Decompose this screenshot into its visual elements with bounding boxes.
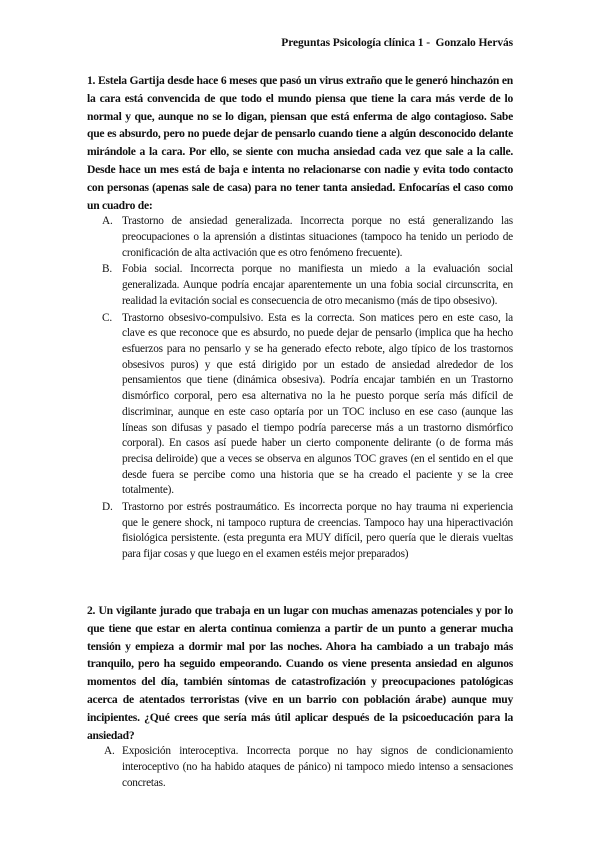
option-letter: B. [102, 263, 112, 276]
option-letter: A. [102, 215, 113, 228]
option-text: Fobia social. Incorrecta porque no manifiesta un miedo a la evaluación social generalizada. Aunque podría encajar aparentemente un una fobia social circunscrita, en realidad la evitación social es consecuencia de otro mecanismo (más de tipo obsesivo). [122, 263, 513, 307]
option-1a [87, 214, 513, 261]
question-1 [87, 72, 513, 564]
option-1b [87, 262, 513, 309]
header-author: Gonzalo Hervás [435, 37, 513, 49]
option-letter: A. [104, 745, 115, 758]
question-2 [87, 602, 513, 792]
option-1d [87, 500, 513, 563]
option-1c [87, 311, 513, 499]
question-2-statement [87, 602, 513, 744]
option-2a [87, 744, 513, 791]
question-1-number: 1. [87, 74, 96, 87]
question-1-options [87, 214, 513, 562]
option-letter: C. [102, 311, 112, 324]
page-header [281, 37, 513, 49]
question-2-options [87, 744, 513, 791]
option-text: Exposición interoceptiva. Incorrecta porque no hay signos de condicionamiento interoceptivo (no ha habido ataques de pánico) ni tampoco miedo intenso a sensaciones concretas. [122, 745, 513, 789]
option-letter: D. [102, 501, 113, 514]
option-text: Trastorno por estrés postraumático. Es incorrecta porque no hay trauma ni experiencia que le genere shock, ni tampoco ruptura de creencias. Tampoco hay una hiperactivación fisiológica persistente. (esta pregunta era MUY difícil, pero quería que le dierais vueltas para fijar cosas y que luego en el examen estéis mejor preparados) [122, 501, 513, 561]
option-text: Trastorno de ansiedad generalizada. Incorrecta porque no está generalizando las preocupaciones o la aprensión a distintas situaciones (tampoco ha tenido un periodo de cronificación de alta activación que es otro fenómeno frecuente). [122, 215, 513, 259]
option-text: Trastorno obsesivo-compulsivo. Esta es la correcta. Son matices pero en este caso, la clave es que reconoce que es absurdo, no puede dejar de pensarlo (implica que ha hecho esfuerzos para no pensarlo y se ha generado efecto rebote, algo típico de los trastornos obsesivos puros) y que está dirigido por un estado de ansiedad alrededor de los pensamientos que tiene (dinámica obsesiva). Podría encajar también en un Trastorno dismórfico corporal, pero esa alternativa no la he puesto porque sería más difícil de discriminar, aunque en este caso optaría por un TOC incluso en ese caso (aunque las líneas son difusas y pasado el tiempo podría parecerse más a un trastorno dismórfico corporal). En casos así puede haber un cierto componente delirante (o de forma más precisa deliroide) que a veces se observa en algunos TOC graves (en el sentido en el que desde fuera se percibe como una historia que se ha creado el paciente y se la cree totalmente). [122, 311, 513, 497]
question-2-text: Un vigilante jurado que trabaja en un lugar con muchas amenazas potenciales y por lo que tiene que estar en alerta continua comienza a partir de un punto a generar mucha tensión y empieza a dormir mal por las noches. Ahora ha cambiado a un trabajo más tranquilo, pero ha seguido empeorando. Cuando os viene presenta ansiedad en algunos momentos del día, también síntomas de catastrofización y preocupaciones patológicas acerca de atentados terroristas (vive en un barrio con población árabe) aunque muy incipientes. ¿Qué crees que sería más útil aplicar después de la psicoeducación para la ansiedad? [87, 604, 513, 742]
header-title: Preguntas Psicología clínica 1 - [281, 37, 430, 49]
question-2-number: 2. [87, 604, 96, 617]
question-1-text: Estela Gartija desde hace 6 meses que pasó un virus extraño que le generó hinchazón en la cara está convencida de que todo el mundo piensa que tiene la cara más verde de lo normal y que, aunque no se lo digan, piensan que está enferma de algo contagioso. Sabe que es absurdo, pero no puede dejar de pensarlo cuando tiene a algún desconocido delante mirándole a la cara. Por ello, se siente con mucha ansiedad cada vez que sale a la calle. Desde hace un mes está de baja e intenta no relacionarse con nadie y evita todo contacto con personas (apenas sale de casa) para no tener tanta ansiedad. Enfocarías el caso como un cuadro de: [87, 74, 514, 212]
question-1-statement [87, 72, 513, 214]
